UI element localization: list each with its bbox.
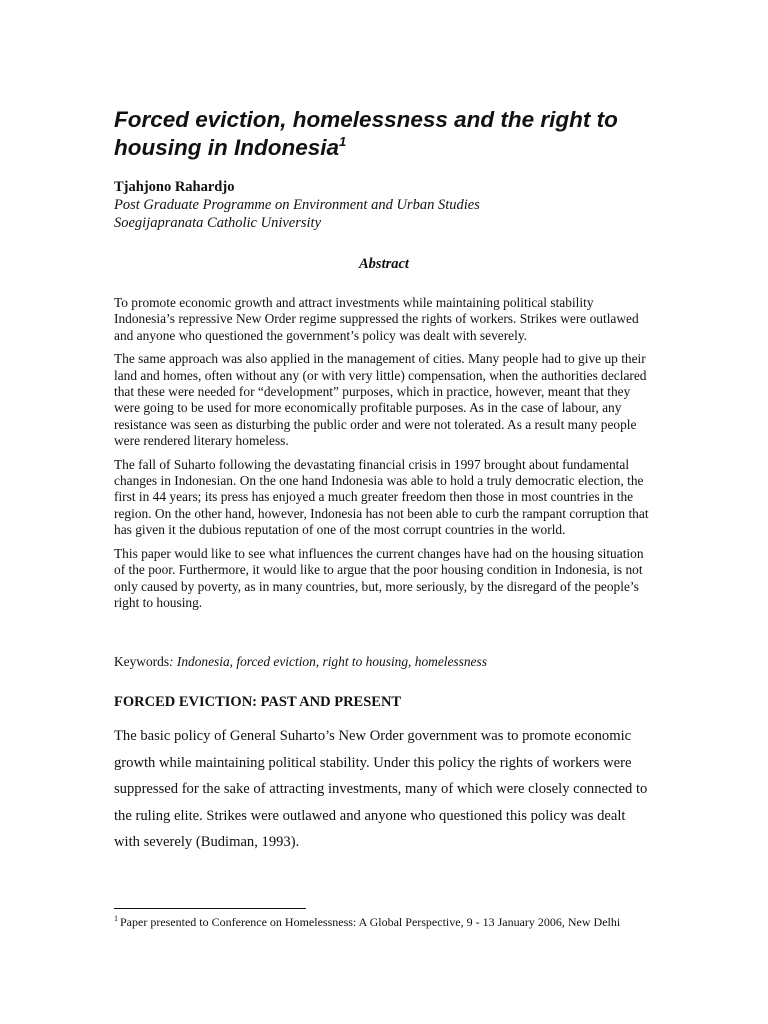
keywords-label: Keywords [114, 654, 170, 669]
footnote-marker: 1 [114, 914, 118, 923]
section-heading: FORCED EVICTION: PAST AND PRESENT [114, 694, 402, 710]
keywords-list: : Indonesia, forced eviction, right to housing, homelessness [169, 654, 487, 669]
footnote-text: Paper presented to Conference on Homelessness: A Global Perspective, 9 - 13 January 2006, New Delhi [120, 915, 621, 929]
footnote-divider [114, 908, 306, 909]
abstract-paragraph: To promote economic growth and attract investments while maintaining political stability Indonesia’s repressive New Order regime suppressed the rights of workers. Strikes were outlawed and anyone who questioned the government’s policy was dealt with severely. [114, 295, 639, 343]
section-body-paragraph: The basic policy of General Suharto’s New Order government was to promote economic growth while maintaining political stability. Under this policy the rights of workers were suppressed for the sake of attracting investments, many of which were closely connected to the ruling elite. Strikes were outlawed and anyone who questioned this policy was dealt with severely (Budiman, 1993). [114, 728, 648, 851]
abstract-paragraph: The same approach was also applied in the management of cities. Many people had to give up their land and homes, often without any (or with very little) compensation, when the authorities declared that these were needed for “development” purposes, which in practice, however, meant that they were going to be used for more economically profitable purposes. As in the case of labour, any resistance was seen as disturbing the public order and were not tolerated. As a result many people were rendered literary homeless. [114, 351, 647, 449]
abstract-paragraph: The fall of Suharto following the devastating financial crisis in 1997 brought about fundamental changes in Indonesian. On the one hand Indonesia was able to hold a truly democratic election, the first in 44 years; its press has enjoyed a much greater freedom then those in most countries in the region. On the other hand, however, Indonesia has not been able to curb the rampant corruption that has given it the dubious reputation of one of the most corrupt countries in the world. [114, 456, 649, 538]
abstract-heading: Abstract [359, 256, 409, 272]
title-footnote-marker: 1 [339, 134, 347, 149]
abstract-paragraph: This paper would like to see what influences the current changes have had on the housing situation of the poor. Furthermore, it would like to argue that the poor housing condition in Indonesia, is not only caused by poverty, as in many countries, but, more seriously, by the disregard of the people’s right to housing. [114, 545, 644, 610]
author-block [114, 178, 674, 232]
affiliation-line-2: Soegijapranata Catholic University [114, 215, 322, 231]
keywords-line [114, 653, 654, 670]
abstract-body [114, 295, 654, 618]
footnote [114, 914, 674, 930]
paper-title-text: Forced eviction, homelessness and the right to housing in Indonesia [114, 107, 618, 160]
author-name: Tjahjono Rahardjo [114, 179, 235, 195]
paper-title [114, 106, 674, 162]
affiliation-line-1: Post Graduate Programme on Environment and Urban Studies [114, 197, 480, 213]
